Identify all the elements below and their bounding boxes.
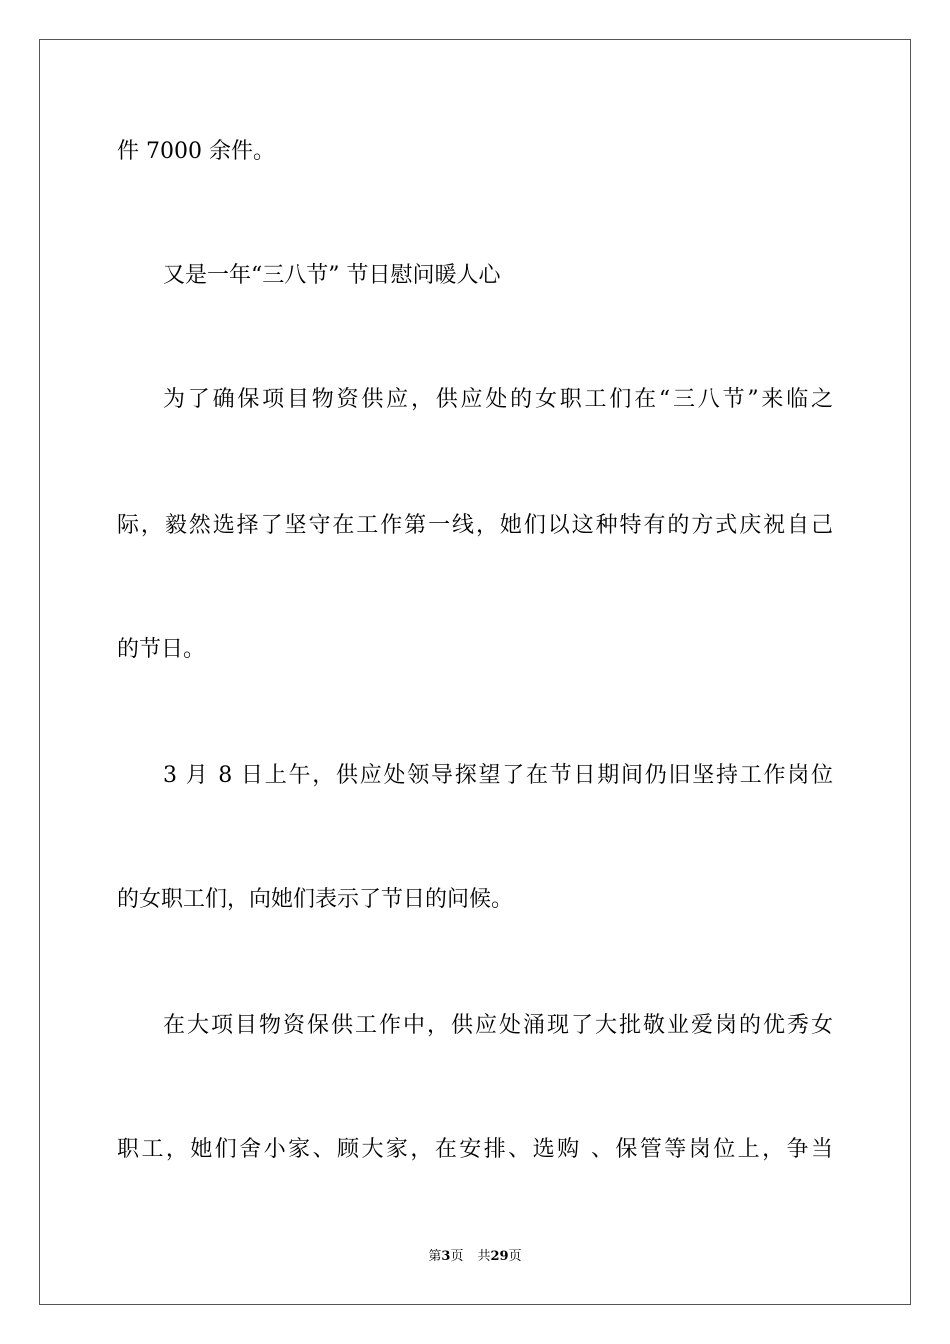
footer-page-suffix: 页 — [450, 1249, 464, 1264]
section-heading: 又是一年“三八节” 节日慰问暖人心 — [163, 263, 501, 288]
text-line-6: 3 月 8 日上午，供应处领导探望了在节日期间仍旧坚持工作岗位 — [163, 763, 833, 788]
text-line-4: 际，毅然选择了坚守在工作第一线，她们以这种特有的方式庆祝自己 — [117, 513, 833, 538]
text-line-5: 的节日。 — [117, 637, 206, 662]
footer-total-suffix: 页 — [508, 1249, 522, 1264]
text-line-7: 的女职工们，向她们表示了节日的问候。 — [117, 887, 514, 912]
text-line-1: 件 7000 余件。 — [117, 139, 275, 164]
text-line-8: 在大项目物资保供工作中，供应处涌现了大批敬业爱岗的优秀女 — [163, 1013, 833, 1038]
text-line-9: 职工，她们舍小家、顾大家，在安排、选购 、保管等岗位上，争当 — [117, 1137, 833, 1162]
footer-page-number: 3 — [441, 1249, 451, 1264]
page-frame — [39, 39, 911, 1305]
page-footer — [0, 1248, 950, 1266]
footer-prefix: 第 — [428, 1249, 442, 1264]
footer-total-prefix: 共 — [477, 1249, 491, 1264]
text-line-3: 为了确保项目物资供应，供应处的女职工们在“三八节”来临之 — [163, 387, 833, 412]
footer-total-pages: 29 — [490, 1249, 509, 1264]
